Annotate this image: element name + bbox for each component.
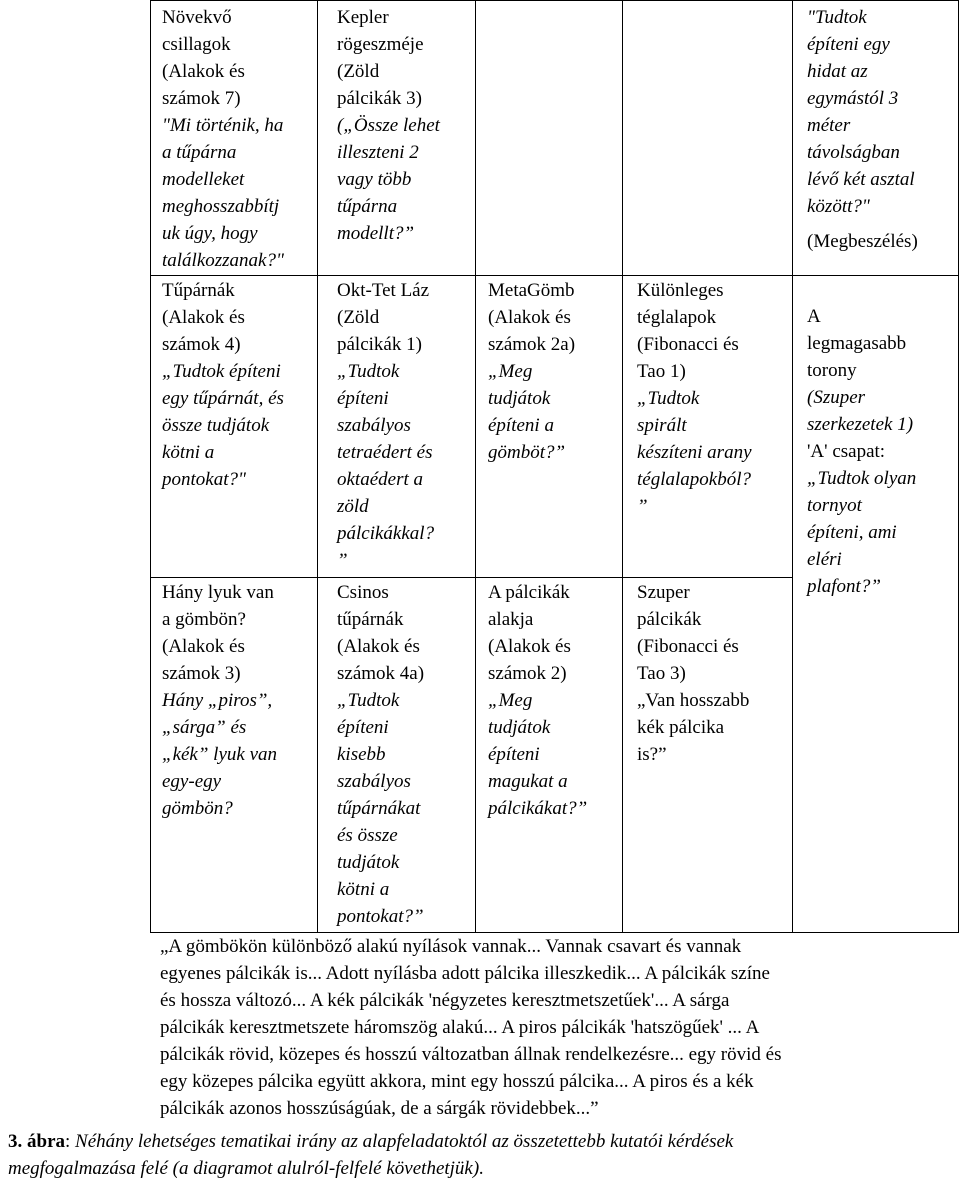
cell-szuper-palcikak (637, 579, 792, 768)
cell-text: rögeszméje (337, 34, 424, 55)
cell-question: „sárga” és (162, 717, 247, 738)
cell-question: pálcikákat?” (488, 798, 588, 819)
cell-text: „Van hosszabb (637, 690, 750, 711)
cell-question: gömböt?” (488, 442, 566, 463)
note-line: és hossza változó... A kék pálcikák 'négyzetes keresztmetszetűek'... A sárga (160, 990, 730, 1011)
cell-question: zöld (337, 496, 369, 517)
cell-question: tudjátok (488, 388, 551, 409)
cell-question: építeni a (488, 415, 554, 436)
cell-text: Növekvő (162, 7, 232, 28)
cell-question: találkozzanak?" (162, 250, 284, 271)
cell-question: „Tudtok (637, 388, 700, 409)
cell-text: (Alakok és (337, 636, 420, 657)
cell-novekvo-csillagok (162, 4, 317, 274)
cell-kepler-rogeszmeje (337, 4, 475, 247)
cell-question: plafont?” (807, 576, 881, 597)
cell-text: (Megbeszélés) (807, 231, 918, 252)
cell-question: össze tudjátok (162, 415, 270, 436)
cell-kulonleges-teglalapok (637, 277, 792, 520)
caption-text: megfogalmazása felé (a diagramot alulról-felfelé követhetjük). (8, 1158, 484, 1179)
cell-question: építeni egy (807, 34, 890, 55)
cell-question: egymástól 3 (807, 88, 899, 109)
cell-question: téglalapokból? (637, 469, 751, 490)
cell-question: spirált (637, 415, 687, 436)
cell-tuparnak (162, 277, 317, 493)
cell-legmagasabb-torony (807, 303, 957, 600)
grid-vline-left (150, 0, 151, 933)
cell-question: kötni a (162, 442, 215, 463)
grid-vline-3 (475, 0, 476, 933)
note-line: pálcikák keresztmetszete háromszög alakú... A piros pálcikák 'hatszögűek' ... A (160, 1017, 760, 1038)
cell-question: lévő két asztal (807, 169, 915, 190)
cell-question: kisebb (337, 744, 386, 765)
cell-question: hidat az (807, 61, 868, 82)
cell-question: tornyot (807, 495, 862, 516)
cell-question: tűpárnákat (337, 798, 421, 819)
cell-question: szerkezetek 1) (807, 414, 914, 435)
cell-text: Szuper (637, 582, 690, 603)
cell-question: modelleket (162, 169, 245, 190)
cell-text: Hány lyuk van (162, 582, 274, 603)
caption-separator: : (65, 1131, 76, 1152)
cell-question: kötni a (337, 879, 390, 900)
cell-metagomb (488, 277, 622, 466)
cell-text: Különleges (637, 280, 724, 301)
cell-text: Csinos (337, 582, 389, 603)
cell-text: számok 4) (162, 334, 241, 355)
cell-question: a tűpárna (162, 142, 237, 163)
cell-text: MetaGömb (488, 280, 575, 301)
grid-hline-row3 (150, 577, 793, 578)
cell-text: (Fibonacci és (637, 334, 739, 355)
cell-question: illeszteni 2 (337, 142, 419, 163)
cell-text: Okt-Tet Láz (337, 280, 430, 301)
cell-question: modellt?” (337, 223, 415, 244)
cell-question: építeni (488, 744, 540, 765)
cell-question: "Mi történik, ha (162, 115, 284, 136)
cell-text: számok 2a) (488, 334, 576, 355)
cell-question: „kék” lyuk van (162, 744, 278, 765)
cell-text: (Alakok és (488, 636, 571, 657)
cell-question: „Meg (488, 690, 533, 711)
cell-question: „Tudtok (337, 690, 400, 711)
note-line: pálcikák rövid, közepes és hosszú változatban állnak rendelkezésre... egy rövid és (160, 1044, 782, 1065)
observation-note (160, 933, 950, 1122)
cell-question: „Tudtok (337, 361, 400, 382)
cell-question: oktaédert a (337, 469, 424, 490)
cell-question: tudjátok (337, 852, 400, 873)
cell-hany-lyuk (162, 579, 317, 822)
cell-text: (Alakok és (488, 307, 571, 328)
cell-question: „Tudtok építeni (162, 361, 281, 382)
cell-question: egy-egy (162, 771, 222, 792)
cell-question: ” (637, 496, 648, 517)
cell-okt-tet-laz (337, 277, 475, 574)
cell-text: kék pálcika (637, 717, 725, 738)
cell-question: („Össze lehet (337, 115, 440, 136)
cell-text: (Zöld (337, 307, 380, 328)
cell-text: tűpárnák (337, 609, 404, 630)
cell-question: gömbön? (162, 798, 233, 819)
grid-vline-5 (792, 0, 793, 933)
cell-question: Hány „piros”, (162, 690, 273, 711)
cell-question: méter (807, 115, 851, 136)
cell-question: egy tűpárnát, és (162, 388, 284, 409)
cell-text: (Zöld (337, 61, 380, 82)
cell-question: között?" (807, 196, 870, 217)
cell-question: tűpárna (337, 196, 398, 217)
cell-text: Tao 3) (637, 663, 686, 684)
grid-vline-right (958, 0, 959, 933)
cell-text: számok 3) (162, 663, 241, 684)
cell-question: magukat a (488, 771, 568, 792)
cell-question: (Szuper (807, 387, 866, 408)
cell-text: torony (807, 360, 857, 381)
note-line: pálcikák azonos hosszúságúak, de a sárgák rövidebbek...” (160, 1098, 599, 1119)
cell-question: „Meg (488, 361, 533, 382)
cell-csinos-tuparnak (337, 579, 475, 930)
cell-question: távolságban (807, 142, 900, 163)
cell-question: pontokat?” (337, 906, 424, 927)
cell-text: számok 7) (162, 88, 241, 109)
cell-question: pálcikákkal? (337, 523, 435, 544)
cell-question: meghosszabbítj (162, 196, 280, 217)
cell-text: pálcikák 1) (337, 334, 422, 355)
cell-question: tetraédert és (337, 442, 433, 463)
cell-question: szabályos (337, 771, 411, 792)
cell-question: készíteni arany (637, 442, 752, 463)
caption-label: 3. ábra (8, 1131, 65, 1152)
cell-question: tudjátok (488, 717, 551, 738)
cell-text: Tao 1) (637, 361, 686, 382)
cell-text: pálcikák 3) (337, 88, 422, 109)
cell-text: csillagok (162, 34, 231, 55)
cell-question: építeni (337, 388, 389, 409)
cell-question: szabályos (337, 415, 411, 436)
note-line: egyenes pálcikák is... Adott nyílásba adott pálcika illeszkedik... A pálcikák színe (160, 963, 770, 984)
cell-question: uk úgy, hogy (162, 223, 258, 244)
cell-question: pontokat?" (162, 469, 246, 490)
cell-text: számok 2) (488, 663, 567, 684)
cell-question: építeni (337, 717, 389, 738)
cell-question: és össze (337, 825, 398, 846)
cell-text: pálcikák (637, 609, 702, 630)
cell-question: „Tudtok olyan (807, 468, 917, 489)
cell-text: Tűpárnák (162, 280, 235, 301)
note-line: „A gömbökön különböző alakú nyílások vannak... Vannak csavart és vannak (160, 936, 742, 957)
cell-question: vagy több (337, 169, 412, 190)
cell-question: ” (337, 550, 348, 571)
cell-text: Kepler (337, 7, 389, 28)
cell-text: legmagasabb (807, 333, 907, 354)
cell-question: építeni, ami (807, 522, 897, 543)
cell-text: (Alakok és (162, 61, 245, 82)
caption-line-1 (8, 1128, 953, 1155)
grid-hline-top (150, 0, 959, 1)
cell-text: téglalapok (637, 307, 717, 328)
grid-vline-2 (317, 0, 318, 933)
cell-text: A pálcikák (488, 582, 570, 603)
cell-text: A (807, 306, 821, 327)
cell-question: eléri (807, 549, 842, 570)
cell-text: is?” (637, 744, 667, 765)
grid-vline-4 (622, 0, 623, 933)
caption-text: Néhány lehetséges tematikai irány az alapfeladatoktól az összetettebb kutatói kérdések (75, 1131, 734, 1152)
cell-palcikak-alakja (488, 579, 622, 822)
cell-question: "Tudtok (807, 7, 867, 28)
cell-text: számok 4a) (337, 663, 425, 684)
caption-line-2 (8, 1155, 953, 1182)
cell-hid-kerdes (807, 4, 957, 255)
cell-text: (Fibonacci és (637, 636, 739, 657)
figure-caption (8, 1128, 953, 1182)
cell-text: a gömbön? (162, 609, 246, 630)
cell-text: 'A' csapat: (807, 441, 886, 462)
cell-text: (Alakok és (162, 636, 245, 657)
note-line: egy közepes pálcika együtt akkora, mint egy hosszú pálcika... A piros és a kék (160, 1071, 754, 1092)
cell-text: (Alakok és (162, 307, 245, 328)
cell-text: alakja (488, 609, 534, 630)
grid-hline-row2 (150, 275, 959, 276)
